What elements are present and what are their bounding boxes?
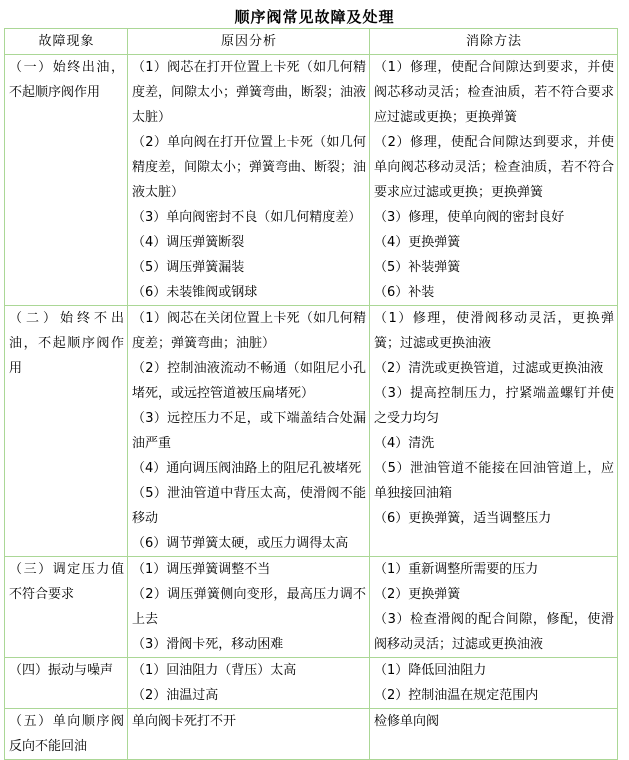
remedy-item: 检修单向阀 [374, 714, 440, 729]
cause-item: （2）油温过高 [132, 688, 219, 703]
cause-item: （4）调压弹簧断裂 [132, 235, 245, 250]
table-header-row [5, 29, 617, 55]
remedy-item: （6）补装 [374, 285, 435, 300]
remedy-item: （2）清洗或更换管道，过滤或更换油液 [374, 361, 604, 376]
cause-item: （2）控制油液流动不畅通（如阻尼小孔堵死，或远控管道被压扁堵死） [132, 361, 366, 401]
cause-item: （5）调压弹簧漏装 [132, 260, 245, 275]
remedy-item: （1）降低回油阻力 [374, 663, 487, 678]
remedy-item: （5）补装弹簧 [374, 260, 461, 275]
table-row [5, 557, 617, 658]
cause-item: （2）单向阀在打开位置上卡死（如几何精度差，间隙太小；弹簧弯曲、断裂；油液太脏） [132, 135, 367, 200]
phenomenon-cell [5, 55, 128, 305]
table-row [5, 658, 617, 709]
header-cell-remedies: 消除方法 [465, 34, 522, 49]
cause-item: （3）单向阀密封不良（如几何精度差） [132, 210, 362, 225]
cause-item: （6）未装锥阀或钢球 [132, 285, 258, 300]
table-row [5, 306, 617, 557]
causes-cell [128, 306, 370, 556]
remedies-cell [370, 306, 617, 556]
cause-item: （2）调压弹簧侧向变形，最高压力调不上去 [132, 587, 366, 627]
causes-cell [128, 709, 370, 759]
remedy-item: （3）提高控制压力，拧紧端盖螺钉并使之受力均匀 [374, 386, 614, 426]
phenomenon-text: （三）调定压力值不符合要求 [9, 562, 124, 602]
phenomenon-text: （一）始终出油，不起顺序阀作用 [9, 60, 124, 100]
causes-cell [128, 557, 370, 657]
header-cell-phenomenon: 故障现象 [5, 29, 128, 54]
phenomenon-cell [5, 658, 128, 708]
remedy-item: （3）修理，使单向阀的密封良好 [374, 210, 565, 225]
phenomenon-cell [5, 709, 128, 759]
causes-cell [128, 55, 370, 305]
cause-item: （1）调压弹簧调整不当 [132, 562, 271, 577]
phenomenon-text: （二）始终不出油，不起顺序阀作用 [9, 311, 124, 376]
remedy-item: （5）泄油管道不能接在回油管道上，应单独接回油箱 [374, 461, 614, 501]
remedy-item: （2）控制油温在规定范围内 [374, 688, 539, 703]
remedy-item: （6）更换弹簧，适当调整压力 [374, 511, 552, 526]
remedy-item: （2）更换弹簧 [374, 587, 461, 602]
phenomenon-text: （五）单向顺序阀反向不能回油 [9, 714, 124, 754]
header-cell-causes: 原因分析 [128, 29, 370, 54]
cause-item: （1）阀芯在打开位置上卡死（如几何精度差，间隙太小；弹簧弯曲，断裂；油液太脏） [132, 60, 367, 125]
cause-item: （5）泄油管道中背压太高，使滑阀不能移动 [132, 486, 366, 526]
phenomenon-cell [5, 557, 128, 657]
fault-table [4, 28, 618, 760]
remedies-cell [370, 557, 617, 657]
table-row [5, 709, 617, 759]
cause-item: （4）通向调压阀油路上的阻尼孔被堵死 [132, 461, 362, 476]
remedy-item: （2）修理，使配合间隙达到要求，并使单向阀芯移动灵活；检查油质，若不符合要求应过滤或更换；更换弹簧 [374, 135, 614, 200]
cause-item: （3）滑阀卡死，移动困难 [132, 637, 284, 652]
cause-item: （1）回油阻力（背压）太高 [132, 663, 297, 678]
remedy-item: （1）重新调整所需要的压力 [374, 562, 539, 577]
remedy-item: （4）更换弹簧 [374, 235, 461, 250]
remedy-item: （3）检查滑阀的配合间隙，修配，使滑阀移动灵活；过滤或更换油液 [374, 612, 614, 652]
remedies-cell [370, 709, 617, 759]
remedy-item: （4）清洗 [374, 436, 435, 451]
phenomenon-cell [5, 306, 128, 556]
cause-item: （3）远控压力不足，或下端盖结合处漏油严重 [132, 411, 366, 451]
phenomenon-text: （四）振动与噪声 [9, 663, 114, 678]
causes-cell [128, 658, 370, 708]
remedies-cell [370, 658, 617, 708]
cause-item: 单向阀卡死打不开 [132, 714, 237, 729]
remedy-item: （1）修理，使配合间隙达到要求，并使阀芯移动灵活；检查油质，若不符合要求应过滤或更换；更换弹簧 [374, 60, 614, 125]
cause-item: （6）调节弹簧太硬，或压力调得太高 [132, 536, 349, 551]
table-row [5, 55, 617, 306]
cause-item: （1）阀芯在关闭位置上卡死（如几何精度差；弹簧弯曲；油脏） [132, 311, 366, 351]
page-title: 顺序阀常见故障及处理 [234, 8, 395, 26]
remedy-item: （1）修理，使滑阀移动灵活，更换弹簧；过滤或更换油液 [374, 311, 614, 351]
remedies-cell [370, 55, 617, 305]
